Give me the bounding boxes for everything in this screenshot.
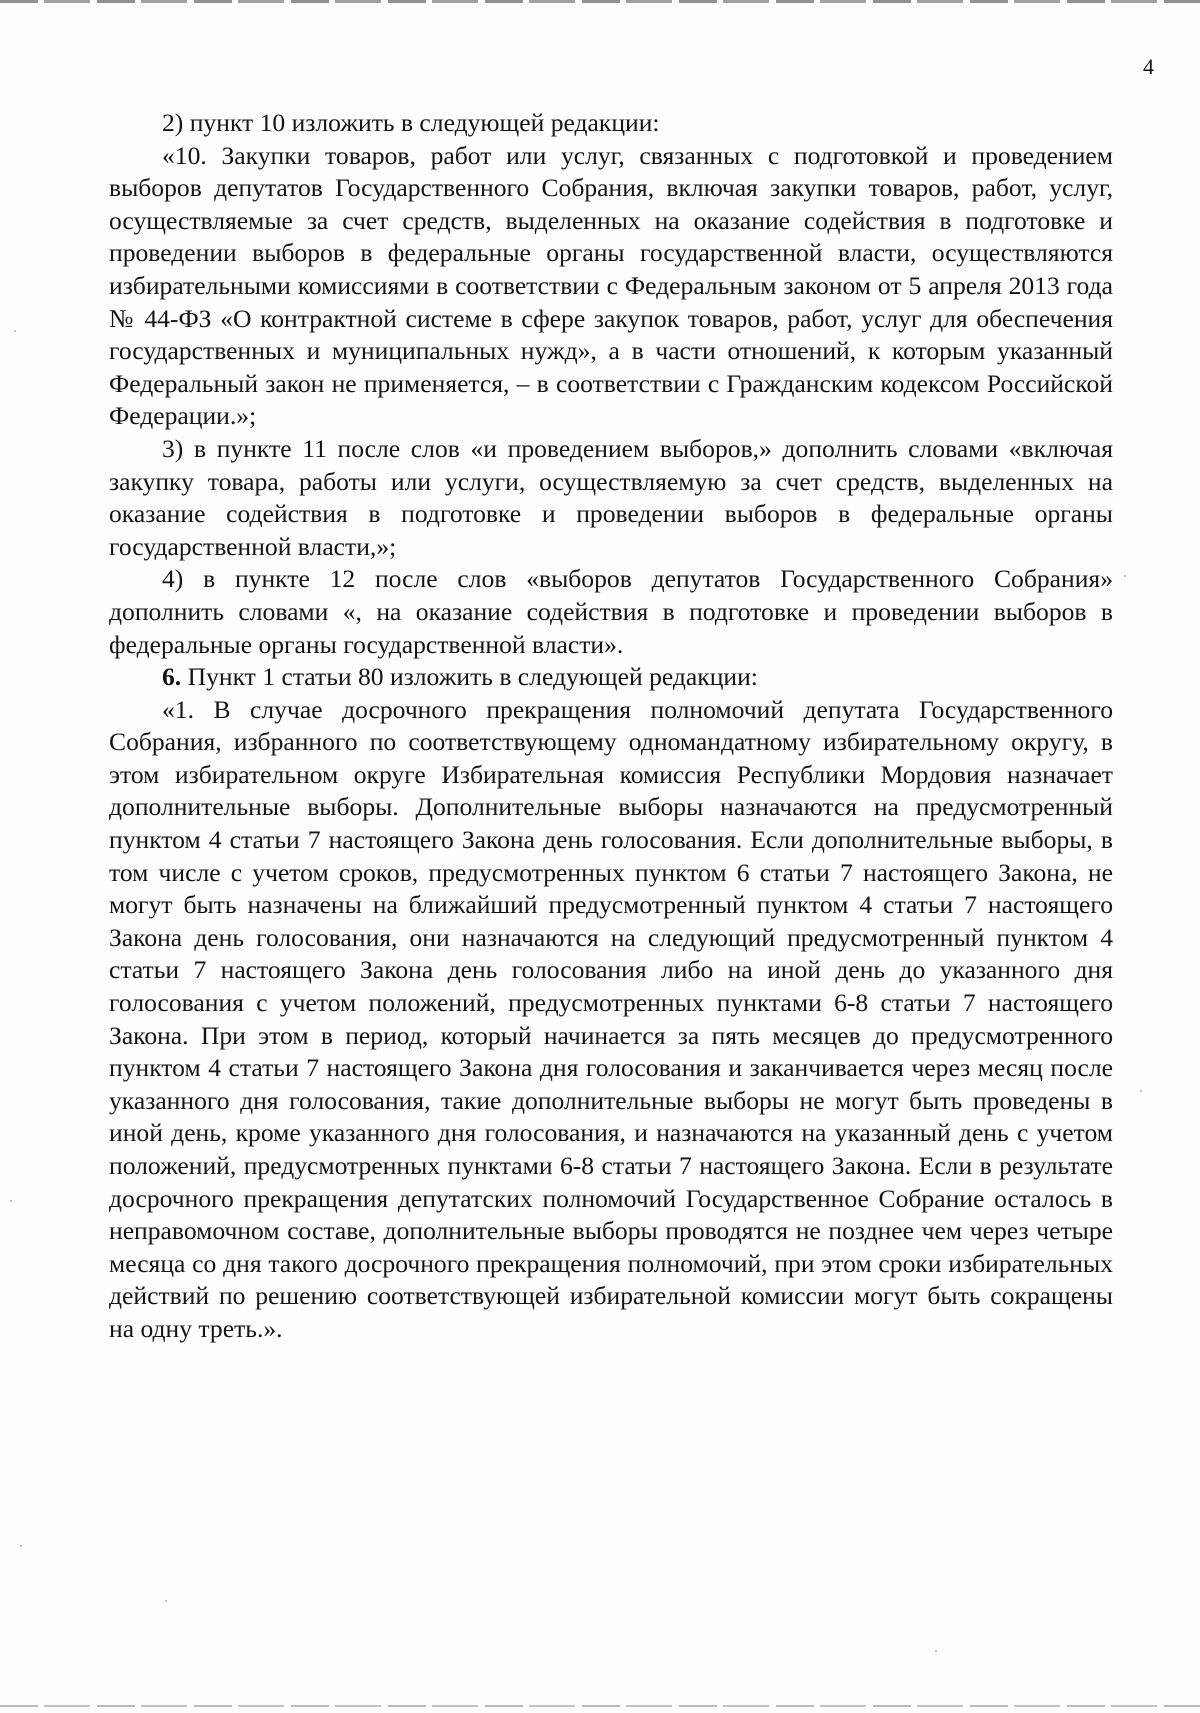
paragraph-item-3 [109, 433, 1113, 563]
scan-speck [1124, 575, 1126, 577]
paragraph-text: 3) в пункте 11 после слов «и проведением выборов,» дополнить словами «включая закупку товара, работы или услуги, осуществляемую за счет средств, выделенных на оказание содействия в подготовке и проведении выборов в федеральные органы государственной власти,»; [109, 433, 1113, 561]
document-body [109, 107, 1113, 1346]
paragraph-point-10 [109, 140, 1113, 433]
scan-speck [1140, 1090, 1142, 1092]
paragraph-text: «10. Закупки товаров, работ или услуг, связанных с подготовкой и проведением выборов депутатов Государственного Собрания, включая закупки товаров, работ, услуг, осуществляемые за счет средств, выделенных на оказание содействия в подготовке и проведении выборов в федеральные органы государственной власти, осуществляются избирательными комиссиями в соответствии с Федеральным законом от 5 апреля 2013 года № 44-ФЗ «О контрактной системе в сфере закупок товаров, работ, услуг для обеспечения государственных и муниципальных нужд», а в части отношений, к которым указанный Федеральный закон не применяется, – в соответствии с Гражданским кодексом Российской Федерации.»; [109, 140, 1113, 431]
scan-speck [935, 1650, 937, 1652]
paragraph-text: Пункт 1 статьи 80 изложить в следующей редакции: [181, 662, 758, 692]
page-number: 4 [1143, 54, 1154, 79]
paragraph-text: «1. В случае досрочного прекращения полномочий депутата Государственного Собрания, избранного по соответствующему одномандатному избирательному округу, в этом избирательном округе Избирательная комиссия Республики Мордовия назначает дополнительные выборы. Дополнительные выборы назначаются на предусмотренный пунктом 4 статьи 7 настоящего Закона день голосования. Если дополнительные выборы, в том числе с учетом сроков, предусмотренных пунктом 6 статьи 7 настоящего Закона, не могут быть назначены на ближайший предусмотренный пунктом 4 статьи 7 настоящего Закона день голосования, они назначаются на следующий предусмотренный пунктом 4 статьи 7 настоящего Закона день голосования либо на иной день до указанного дня голосования с учетом положений, предусмотренных пунктами 6-8 статьи 7 настоящего Закона. При этом в период, который начинается за пять месяцев до предусмотренного пунктом 4 статьи 7 настоящего Закона дня голосования и заканчивается через месяц после указанного дня голосования, такие дополнительные выборы не могут быть проведены в иной день, кроме указанного дня голосования, и назначаются на указанный день с учетом положений, предусмотренных пунктами 6-8 статьи 7 настоящего Закона. Если в результате досрочного прекращения депутатских полномочий Государственное Собрание осталось в неправомочном составе, дополнительные выборы проводятся не позднее чем через четыре месяца со дня такого досрочного прекращения полномочий, при этом сроки избирательных действий по решению соответствующей избирательной комиссии могут быть сокращены на одну треть.». [109, 694, 1113, 1343]
paragraph-section-6 [109, 661, 1113, 694]
paragraph-item-2 [109, 107, 1113, 140]
paragraph-text: 2) пункт 10 изложить в следующей редакции: [162, 108, 660, 137]
scan-speck [165, 1600, 167, 1602]
paragraph-item-4 [109, 563, 1113, 661]
scan-top-edge [0, 0, 1200, 3]
scan-speck [20, 1545, 22, 1547]
scan-bottom-edge [0, 1705, 1200, 1707]
scan-speck [10, 1200, 12, 1202]
scan-speck [14, 330, 16, 332]
paragraph-text: 4) в пункте 12 после слов «выборов депутатов Государственного Собрания» дополнить словами «, на оказание содействия в подготовке и проведении выборов в федеральные органы государственной власти». [109, 564, 1113, 659]
section-number: 6. [162, 662, 182, 692]
paragraph-point-1 [109, 694, 1113, 1346]
